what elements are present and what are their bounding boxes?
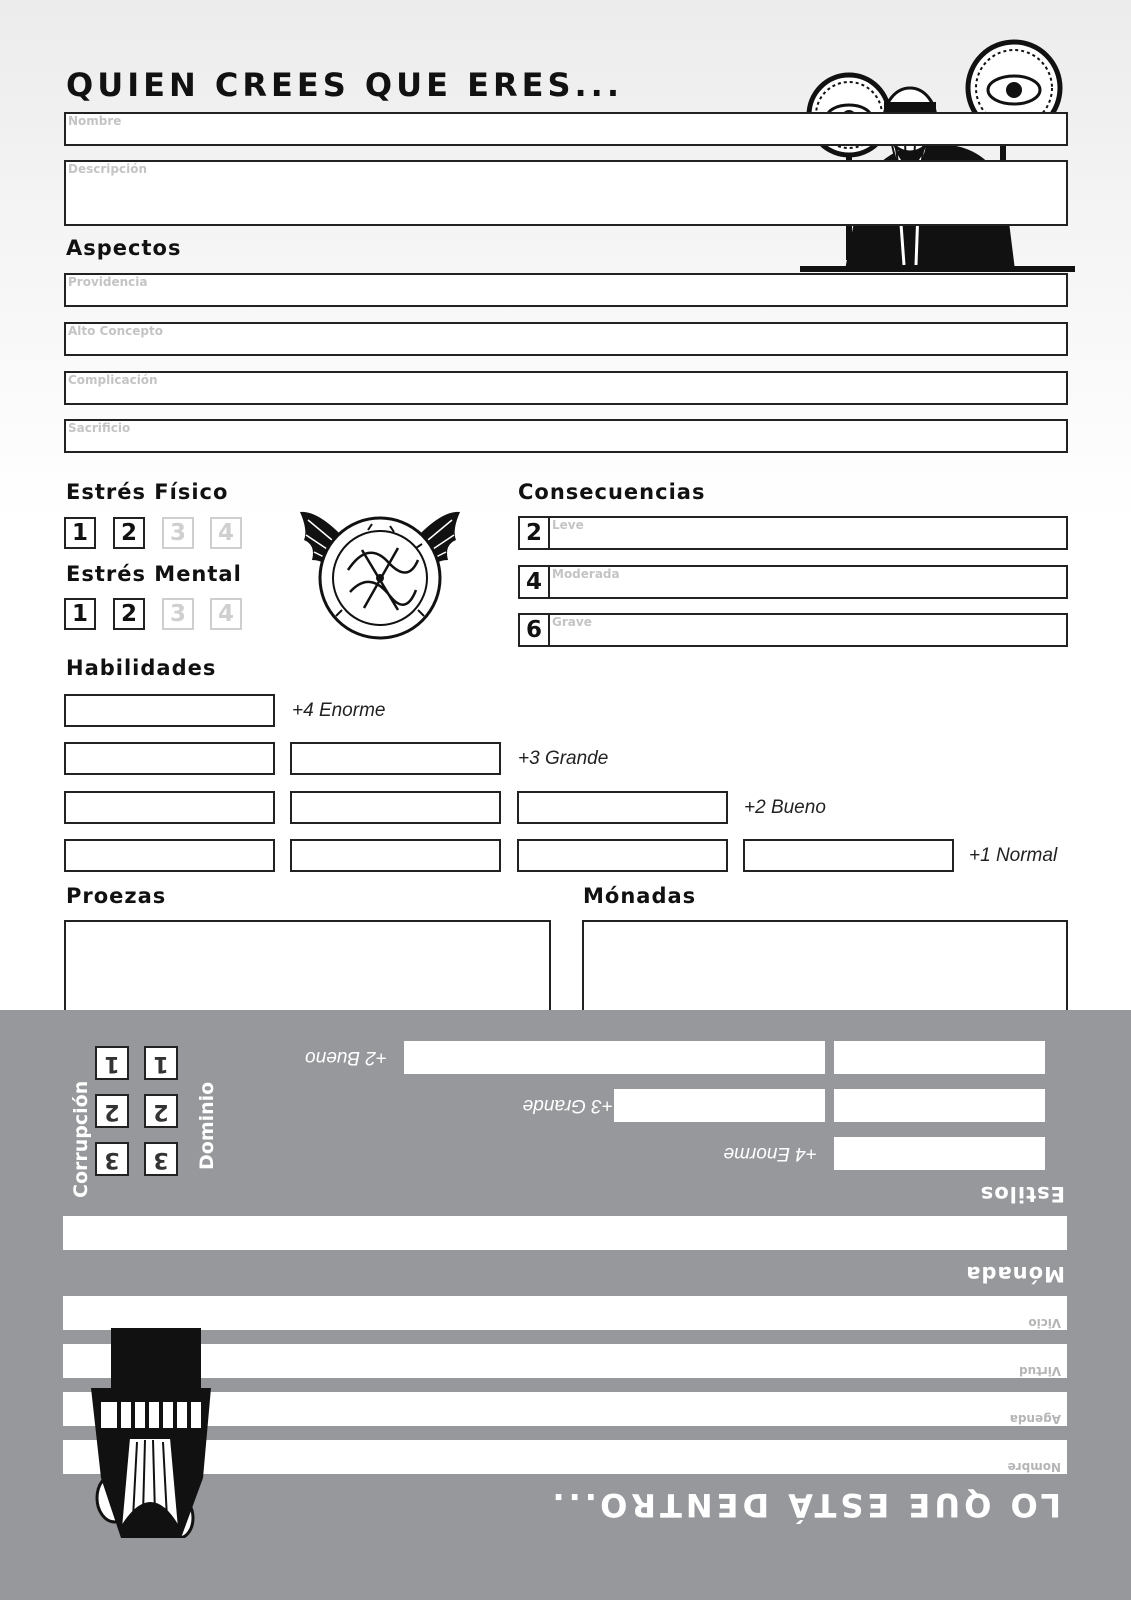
physical-stress-heading: Estrés Físico	[66, 480, 229, 504]
physical-stress-box[interactable]: 4	[210, 517, 242, 549]
aspect-field-label: Complicación	[68, 373, 158, 387]
physical-stress-box[interactable]: 2	[113, 517, 145, 549]
consequences-heading: Consecuencias	[518, 480, 706, 504]
style-rank-label: +3 Grande	[522, 1095, 613, 1116]
skill-rank-label: +2 Bueno	[744, 797, 826, 818]
inner-vice-field[interactable]	[63, 1296, 1067, 1330]
mental-stress-heading: Estrés Mental	[66, 562, 242, 586]
consequence-value-box: 2	[518, 516, 550, 550]
style-slot[interactable]	[614, 1089, 825, 1122]
consequence-value-box: 4	[518, 565, 550, 599]
corruption-label: Corrupción	[70, 1080, 92, 1198]
corruption-box[interactable]: 1	[95, 1046, 129, 1080]
style-slot[interactable]	[614, 1041, 825, 1074]
styles-heading: Estilos	[979, 1182, 1065, 1206]
inner-field-label: Nombre	[1007, 1460, 1061, 1474]
inner-field-label: Agenda	[1009, 1412, 1061, 1426]
aspect-field-label: Alto Concepto	[68, 324, 163, 338]
style-slot[interactable]	[834, 1137, 1045, 1170]
sheet-title: QUIEN CREES QUE ERES...	[66, 66, 623, 104]
domain-box[interactable]: 1	[144, 1046, 178, 1080]
style-slot[interactable]	[834, 1089, 1045, 1122]
stunts-heading: Proezas	[66, 884, 167, 908]
monads-heading: Mónadas	[583, 884, 697, 908]
physical-stress-box[interactable]: 1	[64, 517, 96, 549]
consequence-field-label: Moderada	[552, 567, 620, 581]
hanging-figure-illustration	[71, 1328, 241, 1538]
inner-field-label: Virtud	[1019, 1364, 1061, 1378]
corruption-box[interactable]: 2	[95, 1094, 129, 1128]
mental-stress-box[interactable]: 3	[162, 598, 194, 630]
aspects-heading: Aspectos	[66, 236, 182, 260]
description-field-label: Descripción	[68, 162, 147, 176]
mental-stress-box[interactable]: 1	[64, 598, 96, 630]
corruption-box[interactable]: 3	[95, 1142, 129, 1176]
consequence-value-box: 6	[518, 613, 550, 647]
skill-rank-label: +4 Enorme	[292, 700, 386, 721]
physical-stress-box[interactable]: 3	[162, 517, 194, 549]
inner-monad-field[interactable]	[63, 1216, 1067, 1250]
inner-monad-heading: Mónada	[965, 1262, 1065, 1286]
consequence-field-label: Leve	[552, 518, 584, 532]
skill-rank-label: +3 Grande	[518, 748, 609, 769]
name-field-label: Nombre	[68, 114, 122, 128]
aspect-field-label: Providencia	[68, 275, 148, 289]
style-rank-label: +2 Bueno	[305, 1047, 387, 1068]
skill-rank-label: +1 Normal	[969, 845, 1058, 866]
style-slot[interactable]	[834, 1041, 1045, 1074]
domain-box[interactable]: 3	[144, 1142, 178, 1176]
style-slot[interactable]	[404, 1041, 615, 1074]
aspect-field-label: Sacrificio	[68, 421, 131, 435]
inner-field-label: Vicio	[1028, 1316, 1061, 1330]
inner-title: LO QUE ESTÁ DENTRO...	[548, 1486, 1061, 1524]
consequence-field-label: Grave	[552, 615, 592, 629]
skills-heading: Habilidades	[66, 656, 217, 680]
mental-stress-box[interactable]: 2	[113, 598, 145, 630]
style-rank-label: +4 Enorme	[723, 1143, 817, 1164]
domain-label: Dominio	[196, 1081, 218, 1170]
domain-box[interactable]: 2	[144, 1094, 178, 1128]
mental-stress-box[interactable]: 4	[210, 598, 242, 630]
